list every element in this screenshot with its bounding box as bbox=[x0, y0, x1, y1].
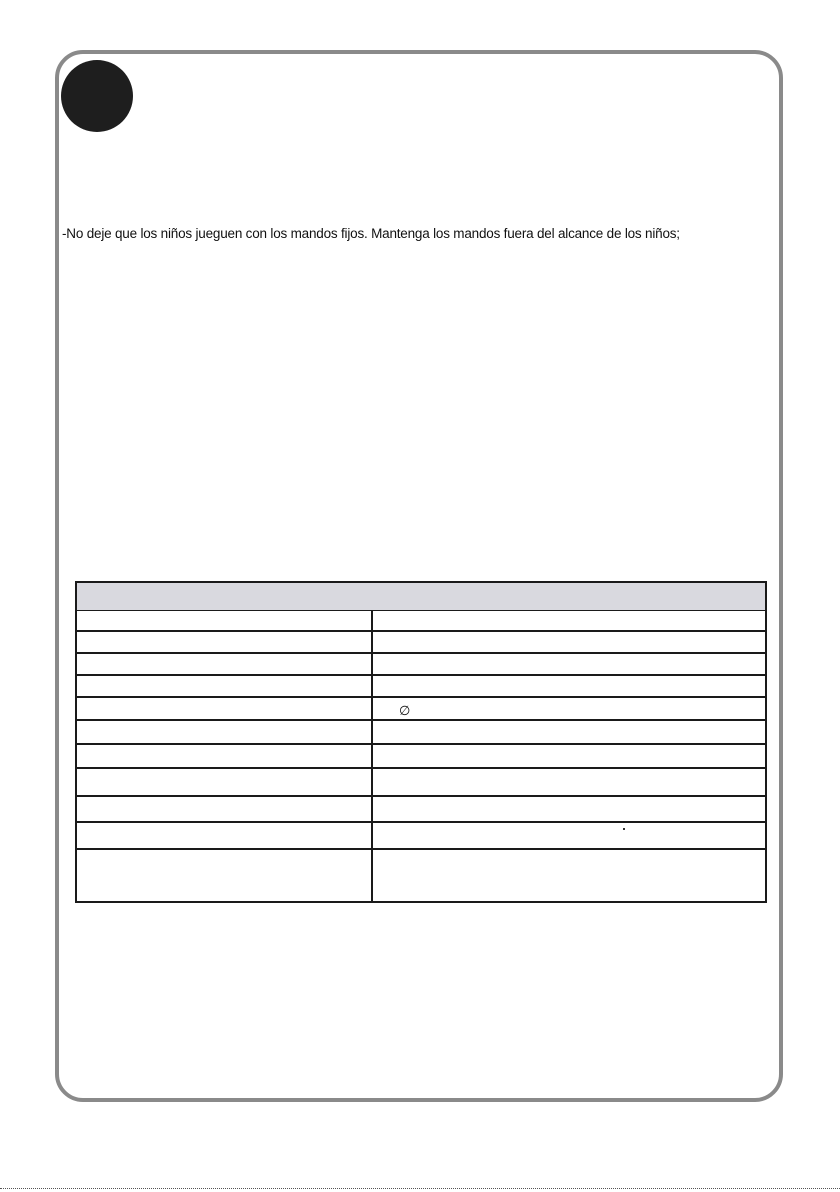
table-row-line bbox=[77, 795, 765, 797]
table-row-line bbox=[77, 630, 765, 632]
page-frame bbox=[55, 50, 783, 1102]
table-row-line bbox=[77, 652, 765, 654]
table-header bbox=[77, 583, 765, 611]
table-row-line bbox=[77, 767, 765, 769]
column-divider bbox=[371, 610, 373, 901]
page-bottom-dotted-line bbox=[0, 1188, 840, 1189]
table-row-line bbox=[77, 743, 765, 745]
section-badge-icon bbox=[61, 60, 133, 132]
safety-notice: -No deje que los niños jueguen con los mandos fijos. Mantenga los mandos fuera del alcance de los niños; bbox=[62, 226, 680, 241]
stray-dot bbox=[623, 828, 625, 830]
table-row-line bbox=[77, 848, 765, 850]
table-row-line bbox=[77, 719, 765, 721]
diameter-icon: ∅ bbox=[399, 703, 411, 718]
table-row-line bbox=[77, 674, 765, 676]
table-row-line bbox=[77, 821, 765, 823]
table-row-line bbox=[77, 696, 765, 698]
specifications-table bbox=[75, 581, 767, 903]
